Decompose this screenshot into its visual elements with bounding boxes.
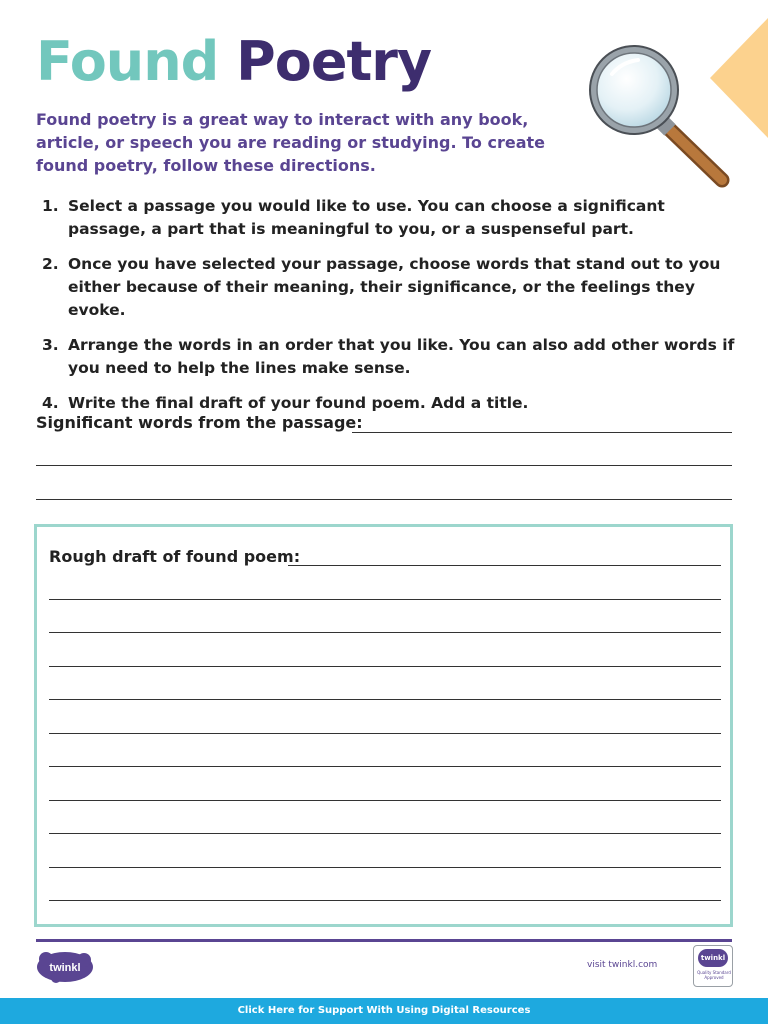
rough-draft-line[interactable] xyxy=(49,766,721,767)
significant-words-line[interactable] xyxy=(352,432,732,433)
direction-item xyxy=(36,253,736,322)
direction-number: 3. xyxy=(42,336,59,354)
rough-draft-line[interactable] xyxy=(288,565,721,566)
badge-text: Quality Standard Approved xyxy=(697,970,731,980)
footer-divider xyxy=(36,939,732,942)
rough-draft-line[interactable] xyxy=(49,800,721,801)
magnifying-glass-icon xyxy=(582,40,732,190)
direction-text: Select a passage you would like to use. You can choose a significant passage, a part that is meaningful to you, or a suspenseful part. xyxy=(68,197,665,238)
rough-draft-line[interactable] xyxy=(49,699,721,700)
direction-number: 1. xyxy=(42,197,59,215)
quality-badge-icon xyxy=(693,945,733,987)
directions-list xyxy=(36,195,736,427)
rough-draft-line[interactable] xyxy=(49,632,721,633)
visit-twinkl-link[interactable]: visit twinkl.com xyxy=(587,960,658,970)
direction-number: 2. xyxy=(42,255,59,273)
rough-draft-line[interactable] xyxy=(49,666,721,667)
rough-draft-box xyxy=(34,524,733,927)
rough-draft-line[interactable] xyxy=(49,900,721,901)
direction-text: Write the final draft of your found poem. Add a title. xyxy=(68,394,529,412)
significant-words-line[interactable] xyxy=(36,499,732,500)
support-link-bar[interactable]: Click Here for Support With Using Digital Resources xyxy=(0,998,768,1024)
significant-words-label: Significant words from the passage: xyxy=(36,413,363,432)
direction-number: 4. xyxy=(42,394,59,412)
rough-draft-label: Rough draft of found poem: xyxy=(49,547,301,566)
direction-item xyxy=(36,392,736,415)
direction-text: Once you have selected your passage, choose words that stand out to you either because of their meaning, their significance, or the feelings they evoke. xyxy=(68,255,721,319)
rough-draft-line[interactable] xyxy=(49,599,721,600)
rough-draft-line[interactable] xyxy=(49,833,721,834)
badge-logo: twinkl xyxy=(698,949,728,967)
twinkl-logo-text: twinkl xyxy=(49,962,81,974)
significant-words-line[interactable] xyxy=(36,465,732,466)
direction-item xyxy=(36,334,736,380)
title-word-found: Found xyxy=(36,30,219,93)
intro-paragraph: Found poetry is a great way to interact with any book, article, or speech you are reading or studying. To create found poetry, follow these directions. xyxy=(36,110,545,175)
rough-draft-line[interactable] xyxy=(49,867,721,868)
twinkl-logo[interactable] xyxy=(36,950,94,984)
direction-text: Arrange the words in an order that you like. You can also add other words if you need to help the lines make sense. xyxy=(68,336,735,377)
direction-item xyxy=(36,195,736,241)
rough-draft-line[interactable] xyxy=(49,733,721,734)
title-word-poetry: Poetry xyxy=(236,30,432,93)
page-title xyxy=(36,30,431,93)
